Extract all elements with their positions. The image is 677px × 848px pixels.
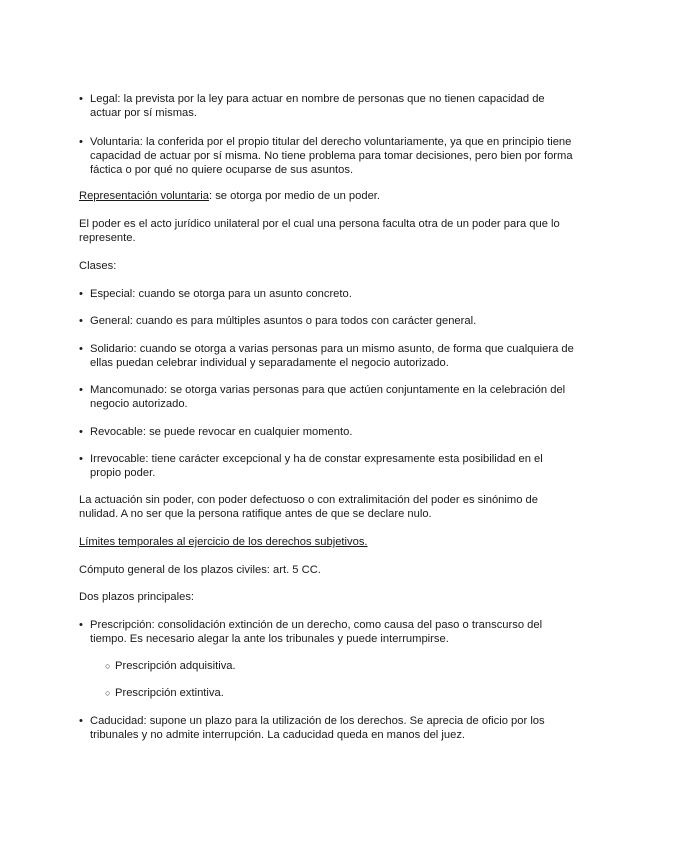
bullet-marker: • bbox=[79, 136, 83, 148]
computo-paragraph: Cómputo general de los plazos civiles: art. 5 CC. bbox=[79, 564, 321, 576]
sub-bullet-marker: ○ bbox=[105, 661, 111, 671]
prescripcion-text-1: Prescripción: consolidación extinción de un derecho, como causa del paso o transcurso del bbox=[90, 619, 543, 631]
voluntaria-text-3: fáctica o por qué no quiere ocuparse de sus asuntos. bbox=[90, 164, 354, 176]
bullet-marker: • bbox=[79, 384, 83, 396]
limites-heading bbox=[79, 535, 599, 549]
general-text: General: cuando es para múltiples asuntos o para todos con carácter general. bbox=[90, 315, 477, 327]
mancomunado-text-1: Mancomunado: se otorga varias personas para que actúen conjuntamente en la celebración del bbox=[90, 384, 566, 396]
poder-text-1: El poder es el acto jurídico unilateral por el cual una persona faculta otra de un poder para que lo bbox=[79, 218, 560, 230]
legal-text: : la prevista por la ley para actuar en nombre de personas que no tienen capacidad de bbox=[117, 93, 545, 105]
poder-paragraph bbox=[79, 217, 599, 245]
solidario-text-2: ellas puedan celebrar individual y separadamente el negocio autorizado. bbox=[90, 357, 449, 369]
bullet-marker: • bbox=[79, 715, 83, 727]
voluntaria-text: : la conferida por el propio titular del derecho voluntariamente, ya que en principio tiene bbox=[139, 136, 572, 148]
rep-voluntaria-paragraph bbox=[79, 189, 599, 203]
legal-label: Legal bbox=[90, 93, 118, 105]
irrevocable-text-2: propio poder. bbox=[90, 467, 156, 479]
caducidad-text-1: Caducidad: supone un plazo para la utilización de los derechos. Se aprecia de oficio por los bbox=[90, 715, 545, 727]
clases-label: Clases: bbox=[79, 260, 117, 272]
bullet-marker: • bbox=[79, 426, 83, 438]
bullet-marker: • bbox=[79, 619, 83, 631]
dos-plazos-paragraph: Dos plazos principales: bbox=[79, 591, 195, 603]
limites-heading-text: Límites temporales al ejercicio de los derechos subjetivos. bbox=[79, 536, 368, 548]
bullet-marker: • bbox=[79, 453, 83, 465]
actuacion-text-1: La actuación sin poder, con poder defectuoso o con extralimitación del poder es sinónimo de bbox=[79, 494, 538, 506]
mancomunado-text-2: negocio autorizado. bbox=[90, 398, 188, 410]
legal-text-2: actuar por sí mismas. bbox=[90, 107, 197, 119]
extintiva-text: Prescripción extintiva. bbox=[115, 687, 224, 699]
bullet-marker: • bbox=[79, 343, 83, 355]
voluntaria-label: Voluntaria bbox=[90, 136, 140, 148]
actuacion-paragraph bbox=[79, 493, 599, 521]
bullet-marker: • bbox=[79, 288, 83, 300]
prescripcion-text-2: tiempo. Es necesario alegar la ante los tribunales y puede interrumpirse. bbox=[90, 633, 449, 645]
poder-text-2: represente. bbox=[79, 232, 136, 244]
especial-text: Especial: cuando se otorga para un asunto concreto. bbox=[90, 288, 352, 300]
bullet-marker: • bbox=[79, 93, 83, 105]
rep-voluntaria-heading: Representación voluntaria bbox=[79, 190, 209, 202]
rep-voluntaria-text: : se otorga por medio de un poder. bbox=[208, 190, 381, 202]
solidario-text-1: Solidario: cuando se otorga a varias personas para un mismo asunto, de forma que cualquiera de bbox=[90, 343, 574, 355]
voluntaria-text-2: capacidad de actuar por sí misma. No tiene problema para tomar decisiones, pero bien por forma bbox=[90, 150, 573, 162]
irrevocable-text-1: Irrevocable: tiene carácter excepcional y ha de constar expresamente esta posibilidad en el bbox=[90, 453, 543, 465]
sub-bullet-marker: ○ bbox=[105, 688, 111, 698]
bullet-marker: • bbox=[79, 315, 83, 327]
revocable-text: Revocable: se puede revocar en cualquier momento. bbox=[90, 426, 353, 438]
actuacion-text-2: nulidad. A no ser que la persona ratifique antes de que se declare nulo. bbox=[79, 508, 432, 520]
caducidad-text-2: tribunales y no admite interrupción. La caducidad queda en manos del juez. bbox=[90, 729, 466, 741]
adquisitiva-text: Prescripción adquisitiva. bbox=[115, 660, 236, 672]
